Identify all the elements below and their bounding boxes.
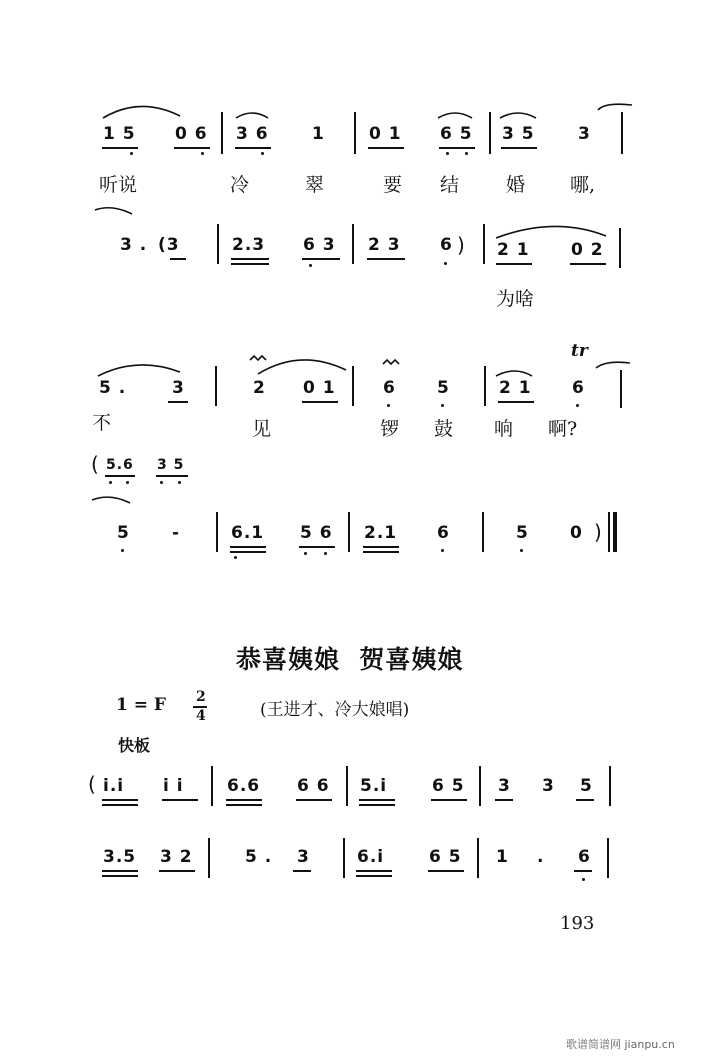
underline (102, 875, 138, 877)
lyric: 要 (383, 174, 403, 196)
note: i.i (103, 776, 125, 796)
final-barline-thick (613, 512, 617, 552)
underline (293, 870, 311, 872)
note: 0 1 (303, 378, 336, 398)
lyric: 鼓 (434, 418, 454, 440)
barline (607, 838, 609, 878)
note: (3 (158, 235, 180, 255)
note: 2 1 (497, 240, 530, 260)
note: 3 (498, 776, 511, 796)
note: 6.6 (227, 776, 261, 796)
barline (479, 766, 481, 806)
underline (574, 870, 592, 872)
note: 5.i (360, 776, 388, 796)
note: 5 6 (300, 523, 333, 543)
lyric: 见 (252, 418, 272, 440)
note: . (537, 847, 545, 867)
note: 3 (172, 378, 185, 398)
underline (230, 551, 266, 553)
lyric: 听说 (99, 174, 138, 196)
note: 2.1 (364, 523, 398, 543)
lyric: 冷 (230, 174, 250, 196)
note: 2 3 (368, 235, 401, 255)
underline (226, 804, 262, 806)
lyric: 响 (494, 418, 514, 440)
underline (162, 799, 198, 801)
time-signature-bottom: 4 (196, 708, 206, 724)
note: ) (594, 520, 603, 544)
dot (441, 549, 444, 552)
note: 5 (580, 776, 593, 796)
note: 6.i (357, 847, 385, 867)
watermark: 歌谱简谱网 jianpu.cn (566, 1038, 675, 1051)
barline (609, 766, 611, 806)
underline (159, 870, 195, 872)
note: 5 (516, 523, 529, 543)
note: 3 (578, 124, 591, 144)
dot (520, 549, 523, 552)
lyric: 哪, (570, 174, 596, 196)
time-signature-top: 2 (196, 689, 206, 705)
underline (431, 799, 467, 801)
note: 5 . (245, 847, 273, 867)
note: 6 5 (440, 124, 473, 144)
page-number: 193 (560, 913, 595, 934)
dot (121, 549, 124, 552)
note: ) (457, 233, 466, 257)
underline (356, 875, 392, 877)
underline (576, 799, 594, 801)
barline (477, 838, 479, 878)
note: 6 6 (297, 776, 330, 796)
barline (208, 838, 210, 878)
note: 5 . (99, 378, 127, 398)
note: 6.1 (231, 523, 265, 543)
note: 6 (578, 847, 591, 867)
key-signature: 1 = F (116, 695, 166, 715)
note: 6 5 (429, 847, 462, 867)
note: 0 1 (369, 124, 402, 144)
note: 3 6 (236, 124, 269, 144)
note: 5 (117, 523, 130, 543)
note: 6 (440, 235, 453, 255)
underline (359, 799, 395, 801)
lyric: 不 (92, 412, 112, 434)
note: 3 2 (160, 847, 193, 867)
underline (495, 799, 513, 801)
underline (428, 870, 464, 872)
barline (482, 512, 484, 552)
lyric: 婚 (506, 174, 526, 196)
underline (102, 870, 138, 872)
dot (582, 878, 585, 881)
underline (299, 546, 335, 548)
note: - (172, 523, 181, 543)
underline (356, 870, 392, 872)
note: 3 . (120, 235, 148, 255)
note: 3 5 (502, 124, 535, 144)
barline (348, 512, 350, 552)
note: 1 5 (103, 124, 136, 144)
note: i i (163, 776, 184, 796)
lyric: 锣 (380, 418, 400, 440)
lyric: 结 (440, 174, 460, 196)
note: 5 (437, 378, 450, 398)
note: 3 5 (157, 457, 185, 473)
dot (234, 556, 237, 559)
underline (296, 799, 332, 801)
note: 1 (312, 124, 325, 144)
note: 2 (253, 378, 266, 398)
underline (230, 546, 266, 548)
barline (346, 766, 348, 806)
note: 6 (572, 378, 585, 398)
note: 6 5 (432, 776, 465, 796)
dot (304, 552, 307, 555)
note: 1 (496, 847, 509, 867)
underline (102, 799, 138, 801)
lyric: 啊? (548, 418, 578, 440)
note: 2 1 (499, 378, 532, 398)
barline (343, 838, 345, 878)
dot (324, 552, 327, 555)
lyric: 为啥 (496, 288, 535, 310)
barline (211, 766, 213, 806)
note: 0 (570, 523, 583, 543)
singers-credit: (王进才、冷大娘唱) (260, 700, 410, 720)
note: 5.6 (106, 457, 134, 473)
note: ( (88, 772, 97, 796)
note: 3 (297, 847, 310, 867)
underline (363, 546, 399, 548)
trill-mark: tr (571, 341, 588, 361)
underline (102, 804, 138, 806)
note: 6 (383, 378, 396, 398)
underline (363, 551, 399, 553)
note: ( (91, 452, 100, 476)
song-title: 恭喜姨娘 贺喜姨娘 (236, 645, 464, 674)
note: 3.5 (103, 847, 137, 867)
underline (226, 799, 262, 801)
barline (216, 512, 218, 552)
note: 6 (437, 523, 450, 543)
note: 2.3 (232, 235, 266, 255)
lyric: 翠 (305, 174, 325, 196)
final-barline-thin (608, 512, 610, 552)
note: 0 6 (175, 124, 208, 144)
note: 6 3 (303, 235, 336, 255)
underline (359, 804, 395, 806)
tempo-marking: 快板 (118, 736, 151, 755)
note: 3 (542, 776, 555, 796)
note: 0 2 (571, 240, 604, 260)
